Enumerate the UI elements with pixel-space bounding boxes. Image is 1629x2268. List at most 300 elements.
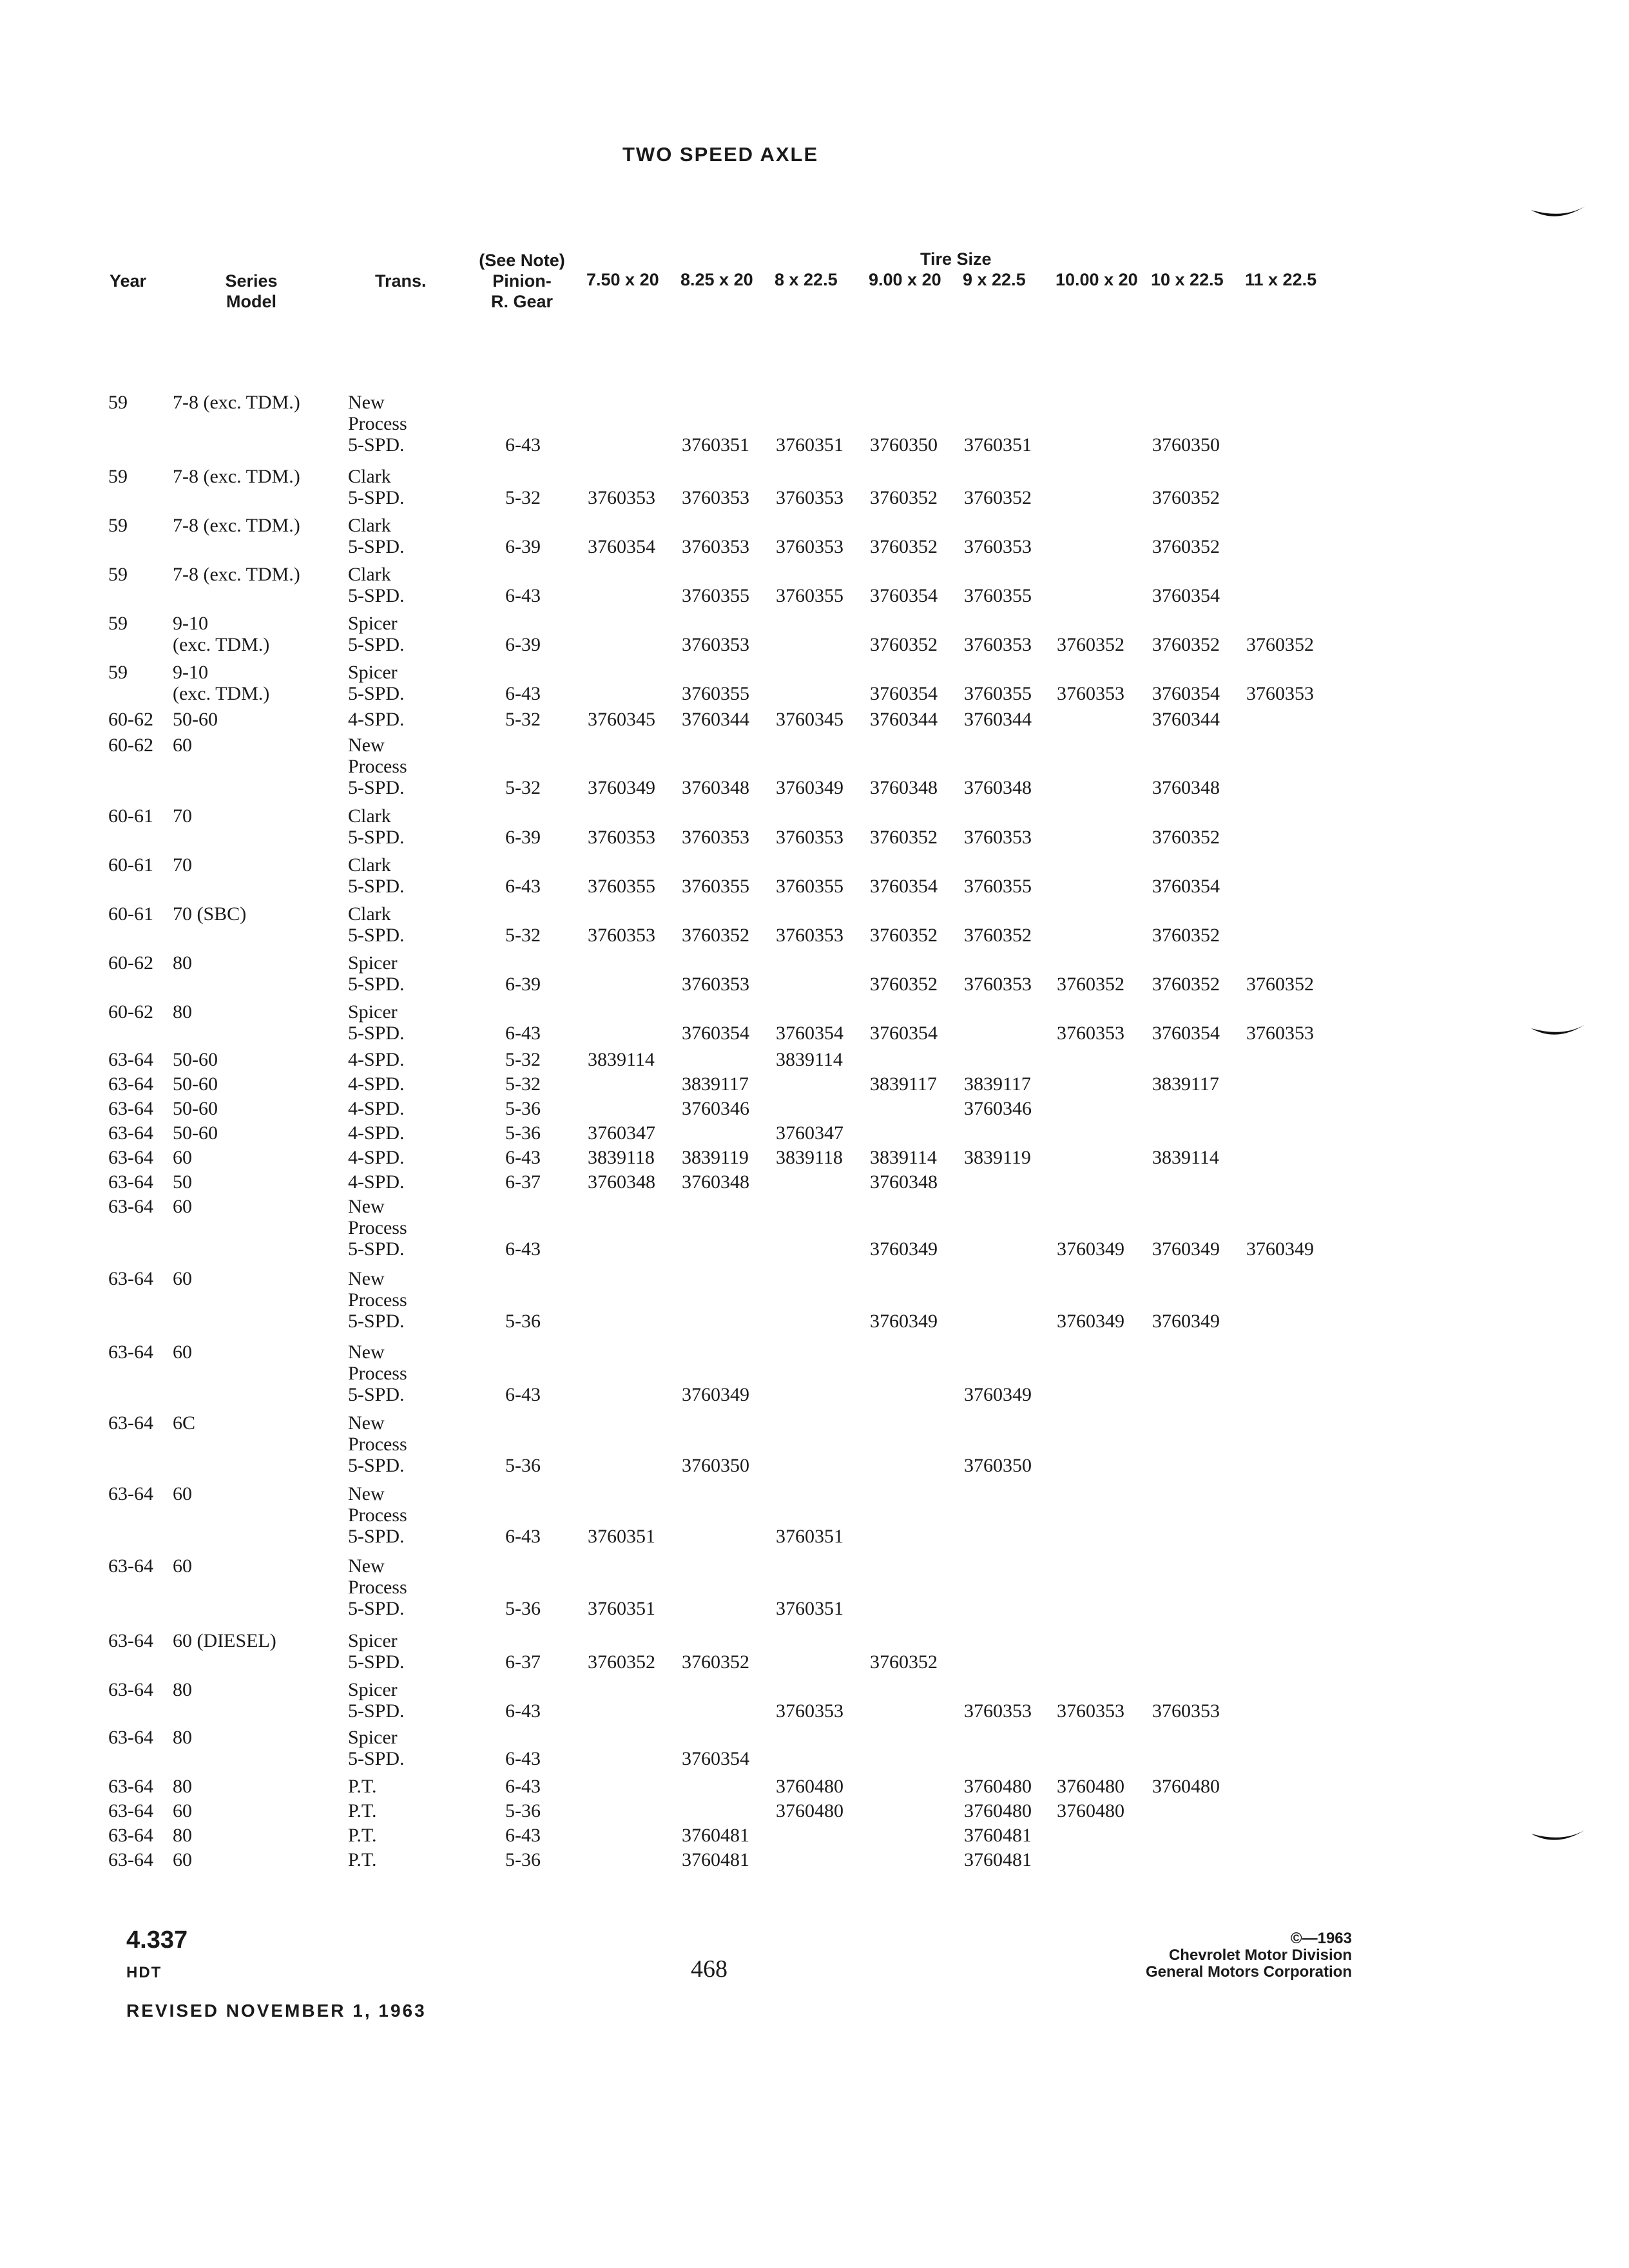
cell-part-number: 3839118 (588, 1147, 655, 1168)
cell-trans: Spicer (348, 613, 398, 634)
cell-part-number: 3839114 (588, 1049, 655, 1070)
cell-year: 59 (108, 662, 128, 683)
cell-trans: 5-SPD. (348, 536, 405, 557)
cell-pinion-gear: 6-43 (505, 1023, 541, 1044)
header-series-model (213, 271, 290, 312)
header-series-line-2: Model (226, 292, 276, 311)
cell-trans: 5-SPD. (348, 777, 405, 798)
cell-series-model: 7-8 (exc. TDM.) (173, 564, 300, 585)
cell-year: 63-64 (108, 1268, 153, 1289)
cell-series-model: 60 (173, 1849, 192, 1870)
cell-part-number: 3760354 (588, 536, 655, 557)
cell-trans: 4-SPD. (348, 1147, 405, 1168)
cell-trans: 5-SPD. (348, 1526, 405, 1547)
cell-part-number: 3760353 (964, 974, 1032, 995)
cell-year: 63-64 (108, 1171, 153, 1193)
cell-part-number: 3760353 (1057, 683, 1124, 704)
cell-trans: 5-SPD. (348, 925, 405, 946)
cell-part-number: 3839117 (964, 1073, 1031, 1095)
cell-part-number: 3760350 (964, 1455, 1032, 1476)
cell-part-number: 3760351 (776, 1598, 843, 1619)
cell-trans: Spicer (348, 1001, 398, 1023)
cell-part-number: 3760352 (1057, 974, 1124, 995)
cell-part-number: 3760351 (776, 1526, 843, 1547)
cell-year: 63-64 (108, 1555, 153, 1577)
cell-part-number: 3760351 (588, 1526, 655, 1547)
cell-part-number: 3760352 (1246, 974, 1314, 995)
page-title: TWO SPEED AXLE (622, 143, 819, 166)
cell-pinion-gear: 5-32 (505, 1073, 541, 1095)
cell-part-number: 3760353 (588, 827, 655, 848)
cell-part-number: 3760354 (682, 1023, 749, 1044)
cell-pinion-gear: 6-43 (505, 434, 541, 456)
cell-part-number: 3760352 (1057, 634, 1124, 655)
cell-trans: P.T. (348, 1825, 377, 1846)
header-tire-col: 10.00 x 20 (1055, 270, 1138, 289)
cell-series-model: 7-8 (exc. TDM.) (173, 515, 300, 536)
cell-pinion-gear: 5-36 (505, 1849, 541, 1870)
cell-part-number: 3760344 (1152, 709, 1220, 730)
cell-year: 59 (108, 564, 128, 585)
cell-trans: Spicer (348, 662, 398, 683)
cell-part-number: 3760348 (588, 1171, 655, 1193)
cell-part-number: 3760353 (1152, 1700, 1220, 1722)
revised-date: REVISED NOVEMBER 1, 1963 (126, 2001, 427, 2021)
header-tire-col: 9.00 x 20 (869, 270, 941, 289)
cell-pinion-gear: 5-36 (505, 1598, 541, 1619)
cell-trans: Clark (348, 854, 391, 876)
cell-part-number: 3760353 (588, 487, 655, 508)
cell-part-number: 3760353 (776, 487, 843, 508)
cell-year: 60-62 (108, 735, 153, 756)
cell-part-number: 3760354 (870, 683, 938, 704)
cell-part-number: 3760344 (682, 709, 749, 730)
cell-year: 59 (108, 392, 128, 413)
cell-part-number: 3760480 (1057, 1800, 1124, 1821)
cell-part-number: 3760352 (1152, 634, 1220, 655)
cell-year: 63-64 (108, 1073, 153, 1095)
cell-trans: Clark (348, 903, 391, 925)
cell-part-number: 3760354 (1152, 585, 1220, 606)
cell-series-model: 60 (173, 735, 192, 756)
cell-pinion-gear: 6-39 (505, 536, 541, 557)
header-tire-col: 9 x 22.5 (963, 270, 1026, 289)
cell-year: 63-64 (108, 1800, 153, 1821)
cell-series-model: 70 (SBC) (173, 903, 247, 925)
cell-part-number: 3760354 (1152, 876, 1220, 897)
cell-part-number: 3760353 (1057, 1023, 1124, 1044)
cell-part-number: 3760353 (682, 536, 749, 557)
cell-part-number: 3760355 (588, 876, 655, 897)
cell-trans: 5-SPD. (348, 1455, 405, 1476)
cell-part-number: 3760352 (682, 925, 749, 946)
cell-trans: New (348, 1268, 385, 1289)
cell-part-number: 3760353 (776, 925, 843, 946)
cell-pinion-gear: 5-32 (505, 709, 541, 730)
cell-part-number: 3839114 (870, 1147, 937, 1168)
cell-pinion-gear: 6-43 (505, 1526, 541, 1547)
cell-trans: Process (348, 1577, 407, 1598)
cell-part-number: 3760355 (682, 876, 749, 897)
cell-series-model: 80 (173, 1825, 192, 1846)
cell-trans: Spicer (348, 1679, 398, 1700)
cell-part-number: 3760349 (1246, 1238, 1314, 1260)
cell-year: 60-62 (108, 709, 153, 730)
binder-mark-icon (1531, 1023, 1585, 1043)
cell-part-number: 3760480 (1152, 1776, 1220, 1797)
cell-series-model: 60 (173, 1341, 192, 1363)
cell-pinion-gear: 5-36 (505, 1311, 541, 1332)
cell-year: 63-64 (108, 1412, 153, 1434)
binder-mark-icon (1531, 1829, 1585, 1848)
cell-year: 60-62 (108, 1001, 153, 1023)
cell-part-number: 3760348 (682, 777, 749, 798)
header-tire-size: Tire Size (920, 249, 992, 269)
cell-part-number: 3760353 (1246, 683, 1314, 704)
cell-year: 63-64 (108, 1483, 153, 1504)
cell-trans: P.T. (348, 1776, 377, 1797)
header-pinion (464, 250, 580, 312)
cell-pinion-gear: 5-36 (505, 1800, 541, 1821)
cell-trans: 4-SPD. (348, 1049, 405, 1070)
cell-year: 63-64 (108, 1341, 153, 1363)
cell-series-model: 50-60 (173, 1049, 218, 1070)
cell-series-model: 7-8 (exc. TDM.) (173, 466, 300, 487)
cell-pinion-gear: 6-43 (505, 1147, 541, 1168)
cell-part-number: 3760353 (776, 1700, 843, 1722)
header-pinion-line-1: (See Note) (479, 251, 565, 270)
cell-trans: 4-SPD. (348, 1073, 405, 1095)
cell-trans: 5-SPD. (348, 634, 405, 655)
cell-series-model: 60 (173, 1555, 192, 1577)
cell-part-number: 3760350 (1152, 434, 1220, 456)
cell-pinion-gear: 6-43 (505, 876, 541, 897)
cell-part-number: 3760354 (870, 585, 938, 606)
cell-part-number: 3760352 (1152, 487, 1220, 508)
cell-trans: Clark (348, 466, 391, 487)
cell-part-number: 3760349 (1152, 1238, 1220, 1260)
cell-trans: Spicer (348, 1630, 398, 1651)
cell-part-number: 3760344 (870, 709, 938, 730)
cell-pinion-gear: 6-39 (505, 634, 541, 655)
cell-series-model: 60 (173, 1196, 192, 1217)
cell-part-number: 3760348 (1152, 777, 1220, 798)
cell-pinion-gear: 6-43 (505, 1700, 541, 1722)
cell-part-number: 3760352 (870, 487, 938, 508)
cell-part-number: 3760355 (776, 876, 843, 897)
cell-year: 60-62 (108, 952, 153, 974)
cell-trans: Clark (348, 564, 391, 585)
cell-year: 60-61 (108, 805, 153, 827)
cell-part-number: 3760347 (776, 1122, 843, 1144)
cell-trans: Clark (348, 515, 391, 536)
cell-part-number: 3760352 (1246, 634, 1314, 655)
cell-trans: 5-SPD. (348, 1384, 405, 1405)
cell-trans: 5-SPD. (348, 827, 405, 848)
cell-series-model: 50-60 (173, 1122, 218, 1144)
copyright-division: Chevrolet Motor Division (1168, 1946, 1352, 1964)
cell-trans: 4-SPD. (348, 1098, 405, 1119)
cell-year: 63-64 (108, 1849, 153, 1870)
cell-part-number: 3760349 (870, 1311, 938, 1332)
cell-series-model: 60 (173, 1147, 192, 1168)
cell-part-number: 3760353 (1057, 1700, 1124, 1722)
cell-trans: 5-SPD. (348, 1598, 405, 1619)
cell-trans: 5-SPD. (348, 876, 405, 897)
copyright-block (1146, 1930, 1352, 1981)
cell-year: 63-64 (108, 1196, 153, 1217)
cell-pinion-gear: 5-32 (505, 1049, 541, 1070)
cell-pinion-gear: 6-43 (505, 1238, 541, 1260)
cell-part-number: 3760354 (776, 1023, 843, 1044)
header-pinion-line-3: R. Gear (490, 292, 554, 311)
cell-series-model: 50-60 (173, 709, 218, 730)
cell-series-model: 60 (173, 1268, 192, 1289)
cell-trans: 5-SPD. (348, 434, 405, 456)
copyright-year: ©—1963 (1290, 1930, 1352, 1947)
cell-pinion-gear: 6-37 (505, 1651, 541, 1673)
header-year: Year (110, 271, 147, 291)
cell-part-number: 3760348 (964, 777, 1032, 798)
cell-trans: New (348, 1555, 385, 1577)
cell-year: 59 (108, 613, 128, 634)
cell-trans: 4-SPD. (348, 709, 405, 730)
cell-part-number: 3760354 (682, 1748, 749, 1769)
cell-part-number: 3839119 (964, 1147, 1031, 1168)
cell-part-number: 3760348 (682, 1171, 749, 1193)
header-tire-col: 11 x 22.5 (1245, 270, 1317, 289)
cell-trans: 5-SPD. (348, 1651, 405, 1673)
cell-pinion-gear: 6-43 (505, 683, 541, 704)
cell-trans: New (348, 1341, 385, 1363)
cell-series-model: 80 (173, 1001, 192, 1023)
cell-trans: New (348, 392, 385, 413)
cell-pinion-gear: 6-39 (505, 827, 541, 848)
cell-pinion-gear: 5-36 (505, 1098, 541, 1119)
cell-part-number: 3760480 (1057, 1776, 1124, 1797)
cell-part-number: 3760352 (1152, 925, 1220, 946)
cell-part-number: 3839114 (1152, 1147, 1219, 1168)
cell-part-number: 3760481 (682, 1849, 749, 1870)
cell-part-number: 3760348 (870, 777, 938, 798)
cell-year: 63-64 (108, 1776, 153, 1797)
cell-part-number: 3760351 (964, 434, 1032, 456)
cell-part-number: 3760352 (870, 1651, 938, 1673)
cell-trans: 5-SPD. (348, 1311, 405, 1332)
header-tire-col: 10 x 22.5 (1151, 270, 1224, 289)
cell-part-number: 3760354 (870, 1023, 938, 1044)
cell-part-number: 3760355 (964, 876, 1032, 897)
cell-part-number: 3760480 (776, 1800, 843, 1821)
cell-part-number: 3760355 (964, 683, 1032, 704)
cell-part-number: 3760481 (964, 1825, 1032, 1846)
cell-part-number: 3760350 (682, 1455, 749, 1476)
cell-part-number: 3760353 (776, 827, 843, 848)
cell-series-model: 80 (173, 1679, 192, 1700)
cell-trans: Process (348, 1434, 407, 1455)
cell-part-number: 3760352 (964, 925, 1032, 946)
cell-part-number: 3760346 (964, 1098, 1032, 1119)
cell-part-number: 3760352 (588, 1651, 655, 1673)
section-number: 4.337 (126, 1927, 188, 1954)
cell-part-number: 3839114 (776, 1049, 843, 1070)
cell-trans: Process (348, 1504, 407, 1526)
cell-part-number: 3760349 (776, 777, 843, 798)
cell-part-number: 3760351 (776, 434, 843, 456)
cell-year: 59 (108, 466, 128, 487)
cell-trans: 5-SPD. (348, 487, 405, 508)
cell-part-number: 3760350 (870, 434, 938, 456)
cell-trans: New (348, 1483, 385, 1504)
cell-trans: New (348, 1412, 385, 1434)
header-tire-col: 8 x 22.5 (775, 270, 838, 289)
cell-year: 63-64 (108, 1630, 153, 1651)
cell-part-number: 3760345 (588, 709, 655, 730)
cell-series-model: 60 (173, 1483, 192, 1504)
cell-year: 63-64 (108, 1098, 153, 1119)
cell-part-number: 3760352 (870, 974, 938, 995)
cell-part-number: 3760352 (1152, 974, 1220, 995)
cell-part-number: 3760348 (870, 1171, 938, 1193)
cell-series-model: 80 (173, 952, 192, 974)
cell-series-model: 70 (173, 854, 192, 876)
cell-trans: 4-SPD. (348, 1171, 405, 1193)
cell-trans: P.T. (348, 1800, 377, 1821)
cell-pinion-gear: 6-43 (505, 1384, 541, 1405)
cell-part-number: 3760352 (1152, 827, 1220, 848)
cell-series-model: 9-10 (173, 613, 208, 634)
cell-part-number: 3760352 (964, 487, 1032, 508)
cell-pinion-gear: 5-32 (505, 777, 541, 798)
cell-pinion-gear: 5-36 (505, 1122, 541, 1144)
page-number: 468 (691, 1956, 728, 1983)
cell-trans: Process (348, 1289, 407, 1311)
cell-trans: 5-SPD. (348, 1700, 405, 1722)
cell-part-number: 3760355 (776, 585, 843, 606)
cell-trans: 4-SPD. (348, 1122, 405, 1144)
cell-part-number: 3760354 (870, 876, 938, 897)
cell-part-number: 3760355 (964, 585, 1032, 606)
cell-series-model: (exc. TDM.) (173, 634, 270, 655)
cell-part-number: 3760481 (682, 1825, 749, 1846)
cell-pinion-gear: 6-37 (505, 1171, 541, 1193)
cell-year: 60-61 (108, 903, 153, 925)
cell-part-number: 3760351 (682, 434, 749, 456)
cell-part-number: 3760352 (870, 925, 938, 946)
cell-part-number: 3760347 (588, 1122, 655, 1144)
cell-part-number: 3760349 (964, 1384, 1032, 1405)
cell-series-model: 50-60 (173, 1098, 218, 1119)
cell-trans: New (348, 1196, 385, 1217)
cell-part-number: 3839117 (870, 1073, 937, 1095)
cell-year: 60-61 (108, 854, 153, 876)
cell-part-number: 3760353 (964, 536, 1032, 557)
header-trans: Trans. (375, 271, 427, 291)
cell-series-model: 80 (173, 1776, 192, 1797)
cell-year: 63-64 (108, 1122, 153, 1144)
cell-part-number: 3760480 (964, 1776, 1032, 1797)
cell-pinion-gear: 6-43 (505, 585, 541, 606)
header-pinion-line-2: Pinion- (492, 271, 552, 291)
cell-trans: Process (348, 413, 407, 434)
cell-trans: 5-SPD. (348, 585, 405, 606)
cell-trans: 5-SPD. (348, 1238, 405, 1260)
cell-part-number: 3760353 (1246, 1023, 1314, 1044)
cell-part-number: 3760480 (776, 1776, 843, 1797)
cell-series-model: 7-8 (exc. TDM.) (173, 392, 300, 413)
cell-trans: New (348, 735, 385, 756)
cell-pinion-gear: 6-39 (505, 974, 541, 995)
cell-part-number: 3760355 (682, 585, 749, 606)
cell-part-number: 3760353 (964, 634, 1032, 655)
cell-year: 63-64 (108, 1825, 153, 1846)
cell-year: 63-64 (108, 1727, 153, 1748)
cell-part-number: 3760353 (682, 827, 749, 848)
section-code: HDT (126, 1964, 162, 1981)
cell-part-number: 3760481 (964, 1849, 1032, 1870)
cell-part-number: 3760352 (870, 827, 938, 848)
cell-part-number: 3839119 (682, 1147, 749, 1168)
cell-part-number: 3760344 (964, 709, 1032, 730)
cell-part-number: 3760353 (588, 925, 655, 946)
cell-part-number: 3760349 (682, 1384, 749, 1405)
cell-part-number: 3760349 (1152, 1311, 1220, 1332)
cell-trans: Process (348, 756, 407, 777)
cell-pinion-gear: 5-36 (505, 1455, 541, 1476)
cell-trans: Spicer (348, 1727, 398, 1748)
cell-part-number: 3760345 (776, 709, 843, 730)
cell-part-number: 3760480 (964, 1800, 1032, 1821)
cell-series-model: 9-10 (173, 662, 208, 683)
cell-part-number: 3760353 (682, 634, 749, 655)
cell-trans: Clark (348, 805, 391, 827)
cell-part-number: 3760353 (964, 827, 1032, 848)
cell-trans: 5-SPD. (348, 1748, 405, 1769)
cell-series-model: (exc. TDM.) (173, 683, 270, 704)
header-tire-col: 8.25 x 20 (680, 270, 753, 289)
cell-part-number: 3760352 (682, 1651, 749, 1673)
cell-year: 63-64 (108, 1679, 153, 1700)
cell-part-number: 3760352 (1152, 536, 1220, 557)
cell-part-number: 3839118 (776, 1147, 843, 1168)
cell-trans: 5-SPD. (348, 683, 405, 704)
cell-part-number: 3760349 (588, 777, 655, 798)
cell-pinion-gear: 6-43 (505, 1776, 541, 1797)
cell-part-number: 3760353 (682, 487, 749, 508)
cell-part-number: 3760354 (1152, 683, 1220, 704)
cell-pinion-gear: 6-43 (505, 1748, 541, 1769)
binder-mark-icon (1531, 205, 1585, 224)
cell-part-number: 3839117 (1152, 1073, 1219, 1095)
cell-series-model: 60 (173, 1800, 192, 1821)
cell-pinion-gear: 6-43 (505, 1825, 541, 1846)
cell-part-number: 3760355 (682, 683, 749, 704)
header-series-line-1: Series (225, 271, 278, 291)
cell-trans: 5-SPD. (348, 974, 405, 995)
cell-series-model: 6C (173, 1412, 196, 1434)
cell-trans: Spicer (348, 952, 398, 974)
cell-part-number: 3760346 (682, 1098, 749, 1119)
cell-part-number: 3760353 (776, 536, 843, 557)
cell-trans: P.T. (348, 1849, 377, 1870)
cell-part-number: 3760354 (1152, 1023, 1220, 1044)
cell-trans: 5-SPD. (348, 1023, 405, 1044)
cell-series-model: 50 (173, 1171, 192, 1193)
cell-series-model: 50-60 (173, 1073, 218, 1095)
cell-part-number: 3760349 (870, 1238, 938, 1260)
cell-trans: Process (348, 1217, 407, 1238)
cell-year: 59 (108, 515, 128, 536)
